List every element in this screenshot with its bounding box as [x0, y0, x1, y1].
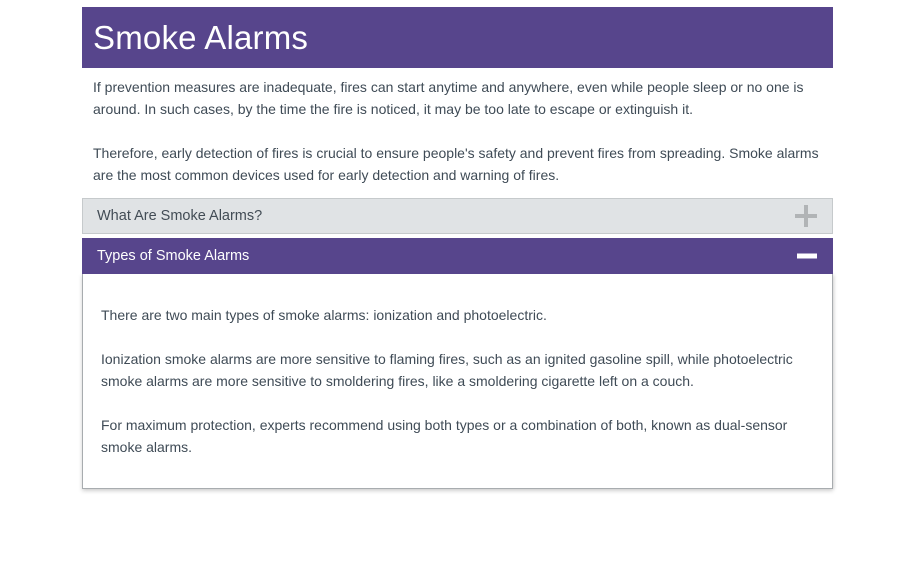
accordion-panel-types-of-smoke-alarms — [82, 274, 833, 489]
accordion-header-label: Types of Smoke Alarms — [97, 248, 250, 264]
accordion — [82, 198, 833, 489]
panel-paragraph-1: There are two main types of smoke alarms: ionization and photoelectric. — [101, 307, 547, 323]
page-title-bar — [82, 7, 833, 68]
plus-icon — [795, 205, 817, 227]
accordion-header-what-are-smoke-alarms[interactable] — [82, 198, 833, 234]
accordion-header-label: What Are Smoke Alarms? — [97, 208, 263, 224]
page-container — [82, 7, 833, 489]
panel-paragraph-2: Ionization smoke alarms are more sensitive to flaming fires, such as an ignited gasoline spill, while photoelectric smoke alarms are more sensitive to smoldering fires, like a smoldering cigarette left on a couch. — [101, 351, 793, 389]
minus-icon — [797, 254, 817, 259]
intro-paragraph-2: Therefore, early detection of fires is crucial to ensure people's safety and prevent fires from spreading. Smoke alarms are the most common devices used for early detection and warning of fires. — [93, 145, 819, 183]
page-title: Smoke Alarms — [93, 18, 309, 56]
accordion-header-types-of-smoke-alarms[interactable] — [82, 238, 833, 274]
intro-section — [82, 68, 833, 198]
intro-paragraph-1: If prevention measures are inadequate, fires can start anytime and anywhere, even while people sleep or no one is around. In such cases, by the time the fire is noticed, it may be too late to escape or extinguish it. — [93, 79, 804, 117]
panel-paragraph-3: For maximum protection, experts recommend using both types or a combination of both, known as dual-sensor smoke alarms. — [101, 417, 788, 455]
